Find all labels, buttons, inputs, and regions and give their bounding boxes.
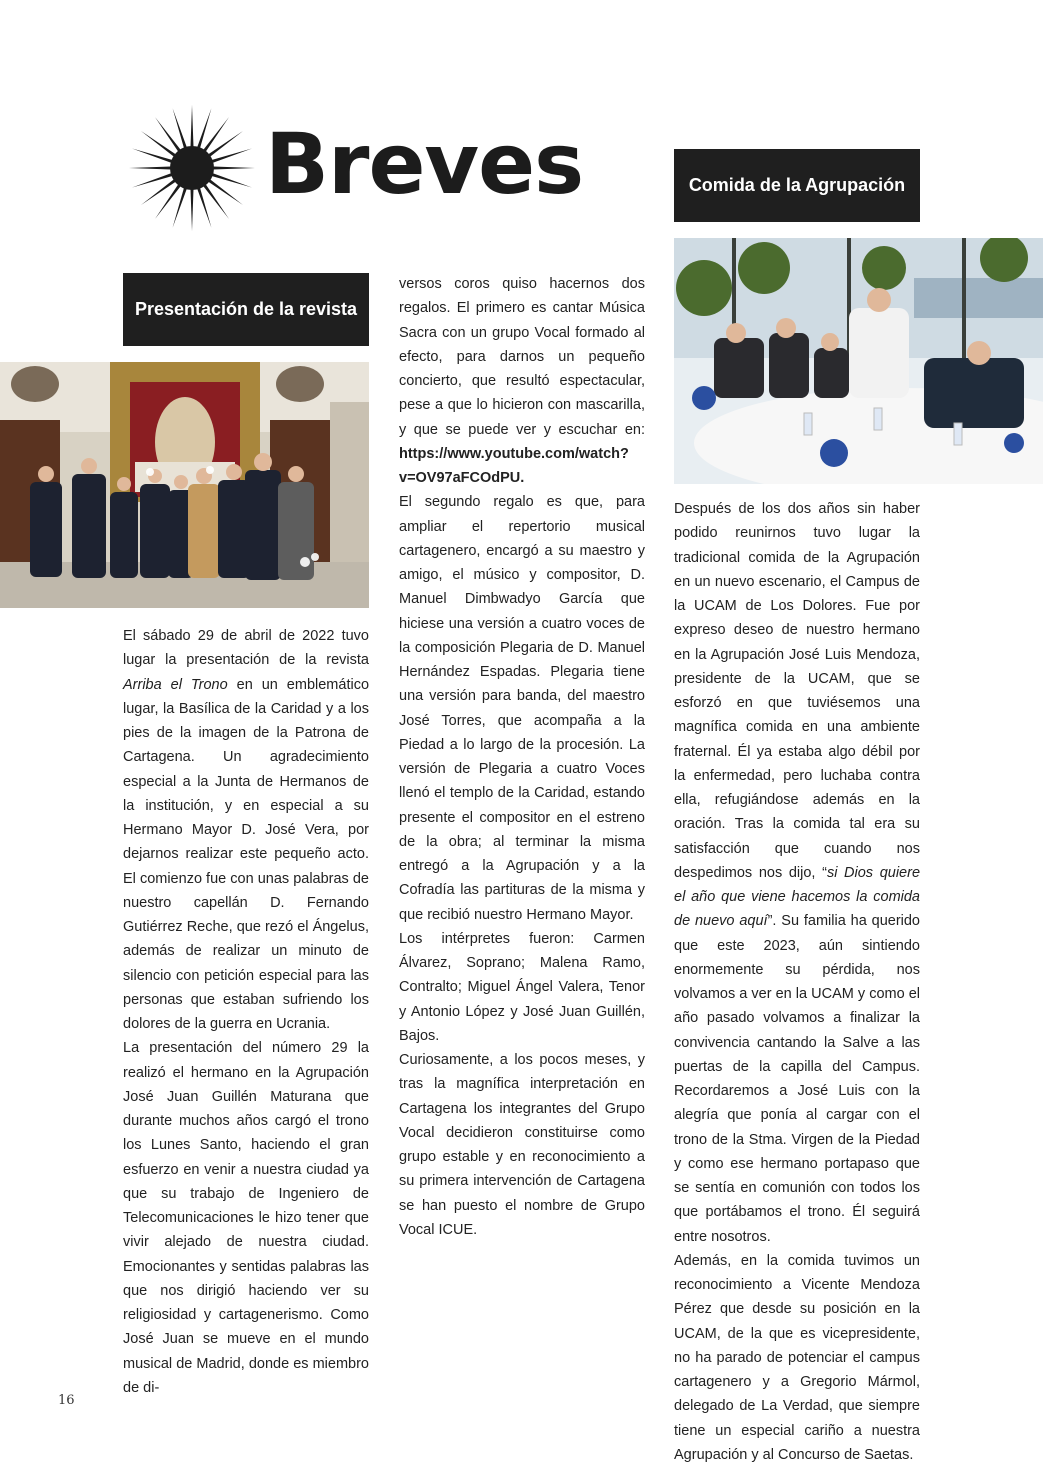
logo-title: Breves — [265, 115, 584, 213]
section-title-comida: Comida de la Agrupación — [674, 149, 920, 222]
breves-logo — [128, 104, 598, 232]
col2-paragraph-3: Los intérpretes fueron: Carmen Álvarez, Soprano; Malena Ramo, Contralto; Miguel Ángel Valera, Tenor y Antonio López y José Juan Guillén, Bajos. — [399, 930, 645, 1044]
column-2 — [399, 272, 645, 1242]
column-3 — [674, 497, 920, 1467]
col1-paragraph-2: La presentación del número 29 la realizó el hermano en la Agrupación José Juan Guillén Maturana que durante muchos años cargó el trono los Lunes Santo, haciendo el gran esfuerzo en venir a nuestra ciudad ya que su trabajo de Ingeniero de Telecomunicaciones le hizo tener que vivir alejado de nuestra ciudad. Emocionantes y sentidas palabras las que nos dirigió haciendo ver su religiosidad y cartagenerismo. Como José Juan se mueve en el mundo musical de Madrid, donde es miembro de di- — [123, 1040, 369, 1396]
section-title-presentacion: Presentación de la revista — [123, 273, 369, 346]
col1-paragraph-1: El sábado 29 de abril de 2022 tuvo lugar la presentación de la revista Arriba el Trono en un emblemático lugar, la Basílica de la Caridad y a los pies de la imagen de la Patrona de Cartagena. Un agradecimiento especial a la Junta de Hermanos de la institución, y en especial a su Hermano Mayor D. José Vera, por dejarnos realizar este pequeño acto. El comienzo fue con unas palabras de nuestro capellán D. Fernando Gutiérrez Reche, que rezó el Ángelus, además de realizar un minuto de silencio con petición especial para las personas que estaban sufriendo los dolores de la guerra en Ucrania. — [123, 628, 370, 1032]
photo-group-basilica — [0, 362, 369, 608]
col2-paragraph-2: El segundo regalo es que, para ampliar el repertorio musical cartagenero, encargó a su maestro y amigo, el músico y compositor, D. Manuel Dimbwadyo García que hiciese una versión a cuatro voces de la composición Plegaria de D. Manuel Hernández Espadas. Plegaria tiene una versión para banda, del maestro José Torres, que acompaña a la Piedad a lo largo de la procesión. La versión de Plegaria a cuatro Voces llenó el templo de la Caridad, estando presente el compositor en el estreno de la obra; al terminar la misma entregó a la Agrupación y a la Cofradía las partituras de la misma y que recibió nuestro Hermano Mayor. — [399, 494, 645, 923]
column-1 — [123, 624, 369, 1400]
col2-paragraph-1: versos coros quiso hacernos dos regalos. El primero es cantar Música Sacra con un grupo Vocal formado al efecto, para darnos un pequeño concierto, que resultó espectacular, pese a que lo hicieron con mascarilla, y que se puede ver y escuchar en: https://www.youtube.com/watch?v=OV97aFCOdPU. — [399, 276, 645, 486]
starburst-icon — [128, 104, 256, 232]
photo-banquet-speaker — [674, 238, 1043, 484]
col2-paragraph-4: Curiosamente, a los pocos meses, y tras la magnífica interpretación en Cartagena los integrantes del Grupo Vocal decidieron constituirse como grupo estable y en reconocimiento a su primera intervención de Cartagena se han puesto el nombre de Grupo Vocal ICUE. — [399, 1052, 645, 1238]
page-number: 16 — [58, 1393, 75, 1408]
col3-paragraph-1: Después de los dos años sin haber podido reunirnos tuvo lugar la tradicional comida de la Agrupación en un nuevo escenario, el Campus de la UCAM de Los Dolores. Fue por expreso deseo de nuestro hermano en la Agrupación José Luis Mendoza, presidente de la UCAM, que se esforzó en que tuviésemos una magnífica comida en una ambiente fraternal. Él ya estaba algo débil por la enfermedad, pero luchaba contra ella, refugiándose además en la oración. Tras la comida tal era su satisfacción que cuando nos despedimos nos dijo, “si Dios quiere el año que viene hacemos la comida de nuevo aquí”. Su familia ha querido que este 2023, aún sintiendo enormemente su pérdida, nos volvamos a ver en la UCAM y como el año pasado volvamos a finalizar la convivencia cantando la Salve a las puertas de la capilla del Campus. Recordaremos a José Luis con la alegría que ponía al cargar con el trono de la Stma. Virgen de la Piedad y como ese hermano portapaso que se sentía en comunión con todos los que portábamos el trono. Él seguirá entre nosotros. — [674, 501, 921, 1245]
youtube-link[interactable]: https://www.youtube.com/watch?v=OV97aFCOdPU. — [399, 445, 629, 486]
magazine-title: Arriba el Trono — [123, 676, 228, 693]
col3-paragraph-2: Además, en la comida tuvimos un reconocimiento a Vicente Mendoza Pérez que desde su posición en la UCAM, de la que es vicepresidente, no ha parado de potenciar el campus cartagenero y a Gregorio Mármol, delegado de La Verdad, que siempre tiene un especial cariño a nuestra Agrupación y al Concurso de Saetas. — [674, 1252, 920, 1463]
quote-italic: si Dios quiere el año que viene hacemos la comida de nuevo aquí — [674, 864, 921, 930]
